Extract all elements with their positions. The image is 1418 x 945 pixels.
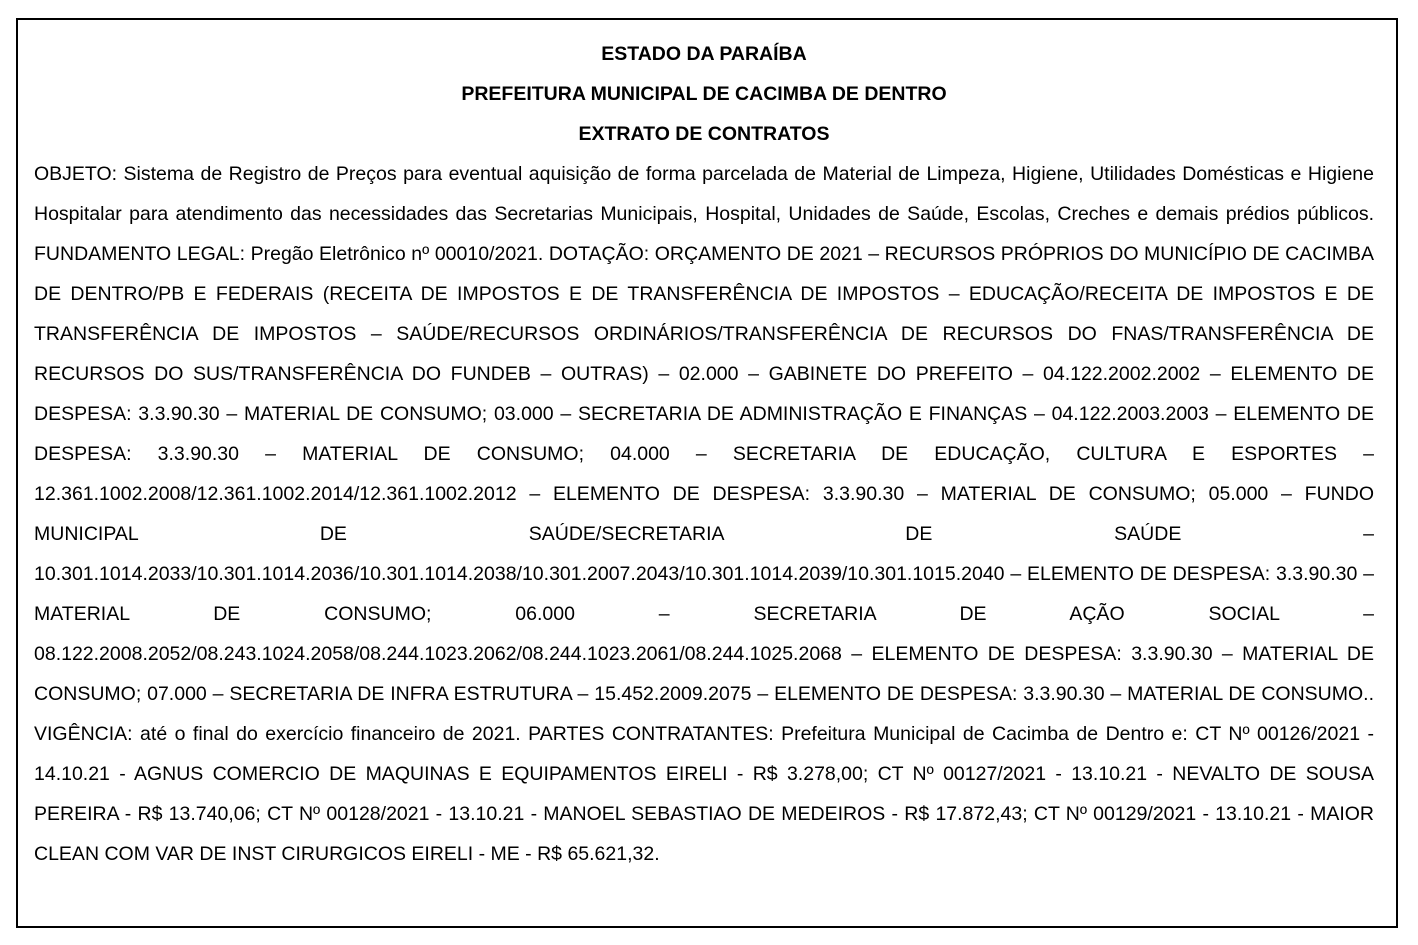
document-title: EXTRATO DE CONTRATOS	[578, 123, 830, 145]
municipality-heading: PREFEITURA MUNICIPAL DE CACIMBA DE DENTRO	[461, 83, 947, 105]
state-heading: ESTADO DA PARAÍBA	[601, 43, 807, 65]
document-frame	[16, 18, 1398, 928]
contract-extract-text: OBJETO: Sistema de Registro de Preços para eventual aquisição de forma parcelada de Material de Limpeza, Higiene, Utilidades Domésticas e Higiene Hospitalar para atendimento das necessidades das Secretarias Municipais, Hospital, Unidades de Saúde, Escolas, Creches e demais prédios públicos. FUNDAMENTO LEGAL: Pregão Eletrônico nº 00010/2021. DOTAÇÃO: ORÇAMENTO DE 2021 – RECURSOS PRÓPRIOS DO MUNICÍPIO DE CACIMBA DE DENTRO/PB E FEDERAIS (RECEITA DE IMPOSTOS E DE TRANSFERÊNCIA DE IMPOSTOS – EDUCAÇÃO/RECEITA DE IMPOSTOS E DE TRANSFERÊNCIA DE IMPOSTOS – SAÚDE/RECURSOS ORDINÁRIOS/TRANSFERÊNCIA DE RECURSOS DO FNAS/TRANSFERÊNCIA DE RECURSOS DO SUS/TRANSFERÊNCIA DO FUNDEB – OUTRAS) – 02.000 – GABINETE DO PREFEITO – 04.122.2002.2002 – ELEMENTO DE DESPESA: 3.3.90.30 – MATERIAL DE CONSUMO; 03.000 – SECRETARIA DE ADMINISTRAÇÃO E FINANÇAS – 04.122.2003.2003 – ELEMENTO DE DESPESA: 3.3.90.30 – MATERIAL DE CONSUMO; 04.000 – SECRETARIA DE EDUCAÇÃO, CULTURA E ESPORTES – 12.361.1002.2008/12.361.1002.2014/12.361.1002.2012 – ELEMENTO DE DESPESA: 3.3.90.30 – MATERIAL DE CONSUMO; 05.000 – FUNDO MUNICIPAL DE SAÚDE/SECRETARIA DE SAÚDE – 10.301.1014.2033/10.301.1014.2036/10.301.1014.2038/10.301.2007.2043/10.301.1014.2039/10.301.1015.2040 – ELEMENTO DE DESPESA: 3.3.90.30 – MATERIAL DE CONSUMO; 06.000 – SECRETARIA DE AÇÃO SOCIAL – 08.122.2008.2052/08.243.1024.2058/08.244.1023.2062/08.244.1023.2061/08.244.1025.2068 – ELEMENTO DE DESPESA: 3.3.90.30 – MATERIAL DE CONSUMO; 07.000 – SECRETARIA DE INFRA ESTRUTURA – 15.452.2009.2075 – ELEMENTO DE DESPESA: 3.3.90.30 – MATERIAL DE CONSUMO.. VIGÊNCIA: até o final do exercício financeiro de 2021. PARTES CONTRATANTES: Prefeitura Municipal de Cacimba de Dentro e: CT Nº 00126/2021 - 14.10.21 - AGNUS COMERCIO DE MAQUINAS E EQUIPAMENTOS EIRELI - R$ 3.278,00; CT Nº 00127/2021 - 13.10.21 - NEVALTO DE SOUSA PEREIRA - R$ 13.740,06; CT Nº 00128/2021 - 13.10.21 - MANOEL SEBASTIAO DE MEDEIROS - R$ 17.872,43; CT Nº 00129/2021 - 13.10.21 - MAIOR CLEAN COM VAR DE INST CIRURGICOS EIRELI - ME - R$ 65.621,32.	[34, 163, 1374, 865]
